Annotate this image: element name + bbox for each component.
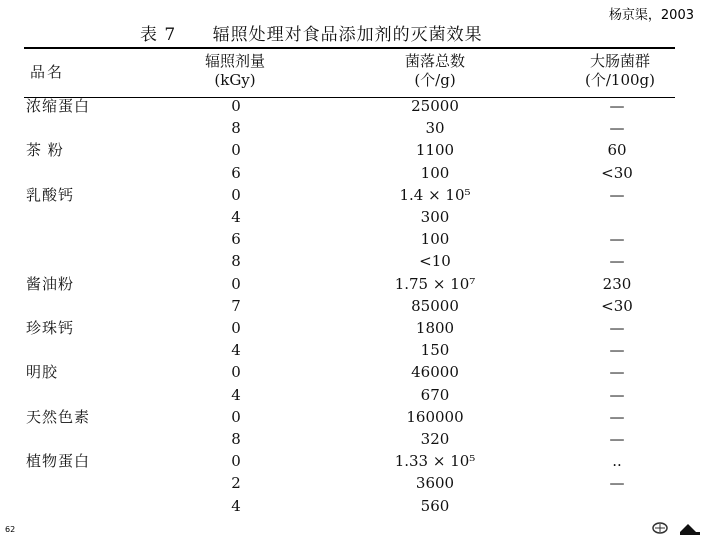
table-row	[0, 184, 720, 206]
row-colony-count: 560	[420, 496, 450, 515]
table-row	[0, 450, 720, 472]
row-coliform: <30	[601, 296, 633, 315]
row-dose: 0	[231, 319, 241, 337]
row-dose: 0	[231, 407, 241, 426]
row-product-name: 珍珠钙	[26, 319, 75, 337]
row-colony-count: 1.33 × 10⁵	[394, 452, 476, 471]
row-colony-count: 300	[420, 208, 450, 226]
row-coliform: —	[609, 385, 625, 404]
table-row	[0, 361, 720, 383]
row-product-name: 酱油粉	[26, 274, 75, 293]
row-coliform: —	[609, 341, 625, 360]
row-coliform: —	[609, 319, 625, 337]
row-colony-count: 670	[420, 385, 450, 404]
header-dose-label: 辐照剂量	[204, 52, 265, 70]
row-dose: 4	[231, 341, 241, 360]
row-colony-count: 1100	[415, 141, 455, 160]
row-coliform: —	[609, 430, 625, 448]
table-row	[0, 295, 720, 317]
row-dose: 4	[231, 208, 241, 226]
table-row	[0, 406, 720, 428]
header-coli-label: 大肠菌群	[589, 52, 650, 70]
row-product-name: 浓缩蛋白	[26, 97, 91, 115]
table-title	[140, 20, 483, 45]
row-colony-count: 25000	[411, 97, 459, 115]
table-row	[0, 384, 720, 406]
header-count	[350, 52, 520, 90]
row-colony-count: 30	[425, 119, 445, 138]
row-dose: 0	[231, 452, 241, 471]
row-product-name: 明胶	[26, 363, 59, 382]
row-colony-count: 1.75 × 10⁷	[394, 274, 476, 293]
row-product-name: 乳酸钙	[26, 185, 75, 204]
header-count-unit: (个/g)	[414, 71, 456, 89]
row-coliform: 60	[607, 141, 627, 160]
row-colony-count: 160000	[406, 407, 464, 426]
header-count-label: 菌落总数	[404, 52, 465, 70]
row-product-name: 天然色素	[26, 407, 91, 426]
row-coliform: —	[609, 97, 625, 115]
row-coliform: <30	[601, 163, 633, 182]
table-row	[0, 339, 720, 361]
table-row	[0, 317, 720, 339]
row-dose: 0	[231, 185, 241, 204]
row-coliform: 230	[602, 274, 632, 293]
row-coliform: ..	[612, 452, 622, 471]
row-colony-count: 3600	[415, 474, 455, 493]
table-row	[0, 117, 720, 139]
row-coliform: —	[609, 407, 625, 426]
table-row	[0, 495, 720, 517]
row-colony-count: 100	[420, 230, 450, 249]
row-dose: 4	[231, 385, 241, 404]
row-dose: 2	[231, 474, 241, 493]
row-colony-count: 320	[420, 430, 450, 448]
row-dose: 0	[231, 141, 241, 160]
row-dose: 7	[231, 296, 241, 315]
row-colony-count: <10	[419, 252, 451, 271]
table-row	[0, 428, 720, 450]
row-coliform: —	[609, 363, 625, 382]
row-coliform: —	[609, 252, 625, 271]
row-dose: 0	[231, 363, 241, 382]
row-product-name: 植物蛋白	[26, 452, 91, 471]
row-colony-count: 100	[420, 163, 450, 182]
row-dose: 4	[231, 496, 241, 515]
page-number: 62	[5, 525, 16, 534]
row-dose: 6	[231, 163, 241, 182]
header-product: 品名	[30, 63, 65, 81]
table-row	[0, 162, 720, 184]
row-colony-count: 1800	[415, 319, 455, 337]
row-dose: 8	[231, 119, 241, 138]
source-note: 杨京渠，2003	[608, 8, 694, 23]
table-row	[0, 95, 720, 117]
table-row	[0, 139, 720, 161]
table-row	[0, 273, 720, 295]
row-coliform: —	[609, 230, 625, 249]
table-title-text: 辐照处理对食品添加剂的灭菌效果	[212, 25, 483, 45]
row-product-name: 茶 粉	[26, 141, 64, 160]
header-coli-unit: (个/100g)	[585, 71, 655, 89]
row-coliform: —	[609, 474, 625, 493]
corner-logo-icon	[646, 518, 702, 536]
table-row	[0, 206, 720, 228]
row-colony-count: 1.4 × 10⁵	[399, 185, 471, 204]
table-top-rule	[24, 47, 675, 49]
header-dose	[170, 52, 300, 90]
row-colony-count: 150	[420, 341, 450, 360]
row-dose: 0	[231, 274, 241, 293]
row-colony-count: 85000	[411, 296, 459, 315]
row-colony-count: 46000	[411, 363, 459, 382]
table-row	[0, 250, 720, 272]
table-row	[0, 472, 720, 494]
row-dose: 0	[231, 97, 241, 115]
header-coli	[560, 52, 680, 90]
row-dose: 6	[231, 230, 241, 249]
table-number: 表 7	[140, 25, 177, 45]
row-dose: 8	[231, 252, 241, 271]
header-dose-unit: (kGy)	[214, 71, 256, 89]
row-coliform: —	[609, 185, 625, 204]
row-dose: 8	[231, 430, 241, 448]
table-row	[0, 228, 720, 250]
row-coliform: —	[609, 119, 625, 138]
